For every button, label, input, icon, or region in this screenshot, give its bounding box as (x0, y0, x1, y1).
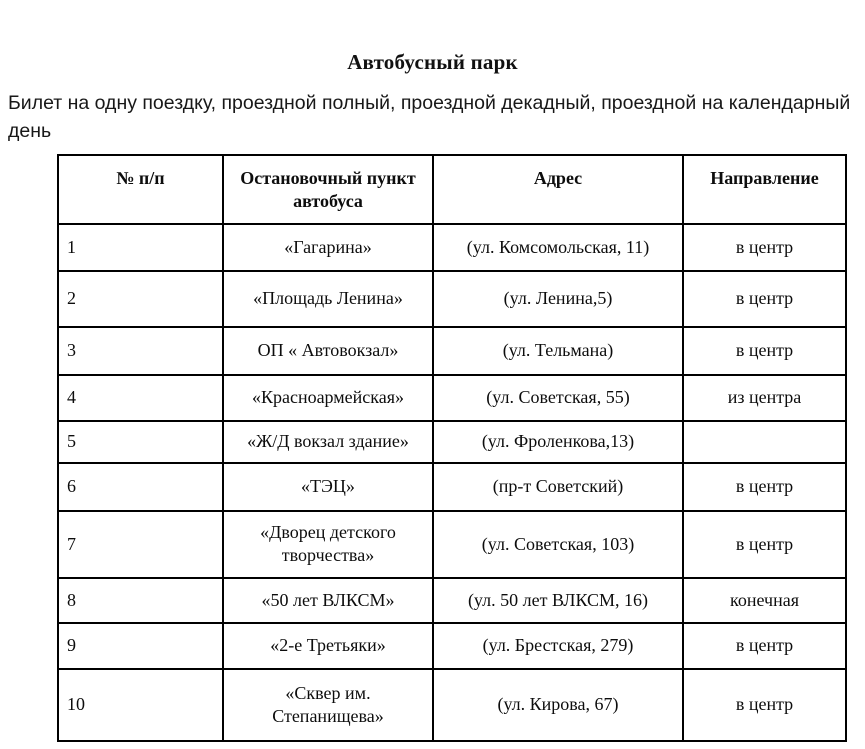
cell-num: 7 (58, 511, 223, 578)
cell-address: (ул. Ленина,5) (433, 271, 683, 327)
table-row (58, 578, 846, 623)
col-header-direction: Направление (683, 155, 846, 224)
header-row (58, 155, 846, 224)
cell-num: 9 (58, 623, 223, 669)
cell-stop: «50 лет ВЛКСМ» (223, 578, 433, 623)
cell-stop: «Гагарина» (223, 224, 433, 271)
cell-address: (ул. Советская, 103) (433, 511, 683, 578)
cell-stop: «Красноармейская» (223, 375, 433, 421)
cell-direction: в центр (683, 623, 846, 669)
table-row (58, 327, 846, 375)
cell-stop: «Сквер им. Степанищева» (223, 669, 433, 741)
cell-num: 6 (58, 463, 223, 511)
page-title: Автобусный парк (347, 50, 518, 74)
cell-direction: в центр (683, 511, 846, 578)
col-header-num: № п/п (58, 155, 223, 224)
table-row (58, 375, 846, 421)
bus-stops-table (57, 154, 847, 742)
cell-address: (ул. Комсомольская, 11) (433, 224, 683, 271)
cell-direction: в центр (683, 327, 846, 375)
cell-num: 3 (58, 327, 223, 375)
cell-num: 8 (58, 578, 223, 623)
cell-direction: в центр (683, 463, 846, 511)
table-row (58, 669, 846, 741)
cell-stop: «Площадь Ленина» (223, 271, 433, 327)
cell-stop: «ТЭЦ» (223, 463, 433, 511)
cell-stop: ОП « Автовокзал» (223, 327, 433, 375)
cell-num: 4 (58, 375, 223, 421)
table-row (58, 224, 846, 271)
cell-num: 5 (58, 421, 223, 463)
cell-address: (ул. Кирова, 67) (433, 669, 683, 741)
table-header (58, 155, 846, 224)
table-row (58, 271, 846, 327)
cell-stop: «2-е Третьяки» (223, 623, 433, 669)
cell-direction: в центр (683, 224, 846, 271)
cell-stop: «Дворец детского творчества» (223, 511, 433, 578)
intro-text: Билет на одну поездку, проездной полный, проездной декадный, проездной на календарный день (8, 92, 851, 142)
cell-num: 1 (58, 224, 223, 271)
cell-address: (ул. Тельмана) (433, 327, 683, 375)
table-row (58, 623, 846, 669)
cell-address: (ул. Брестская, 279) (433, 623, 683, 669)
cell-num: 2 (58, 271, 223, 327)
cell-stop: «Ж/Д вокзал здание» (223, 421, 433, 463)
cell-direction (683, 421, 846, 463)
cell-address: (ул. Фроленкова,13) (433, 421, 683, 463)
cell-direction: конечная (683, 578, 846, 623)
cell-direction: в центр (683, 669, 846, 741)
table-row (58, 421, 846, 463)
cell-direction: в центр (683, 271, 846, 327)
cell-num: 10 (58, 669, 223, 741)
col-header-address: Адрес (433, 155, 683, 224)
cell-address: (ул. Советская, 55) (433, 375, 683, 421)
table-row (58, 511, 846, 578)
cell-address: (ул. 50 лет ВЛКСМ, 16) (433, 578, 683, 623)
table-row (58, 463, 846, 511)
cell-direction: из центра (683, 375, 846, 421)
col-header-stop: Остановочный пункт автобуса (223, 155, 433, 224)
table-body (58, 224, 846, 741)
cell-address: (пр-т Советский) (433, 463, 683, 511)
